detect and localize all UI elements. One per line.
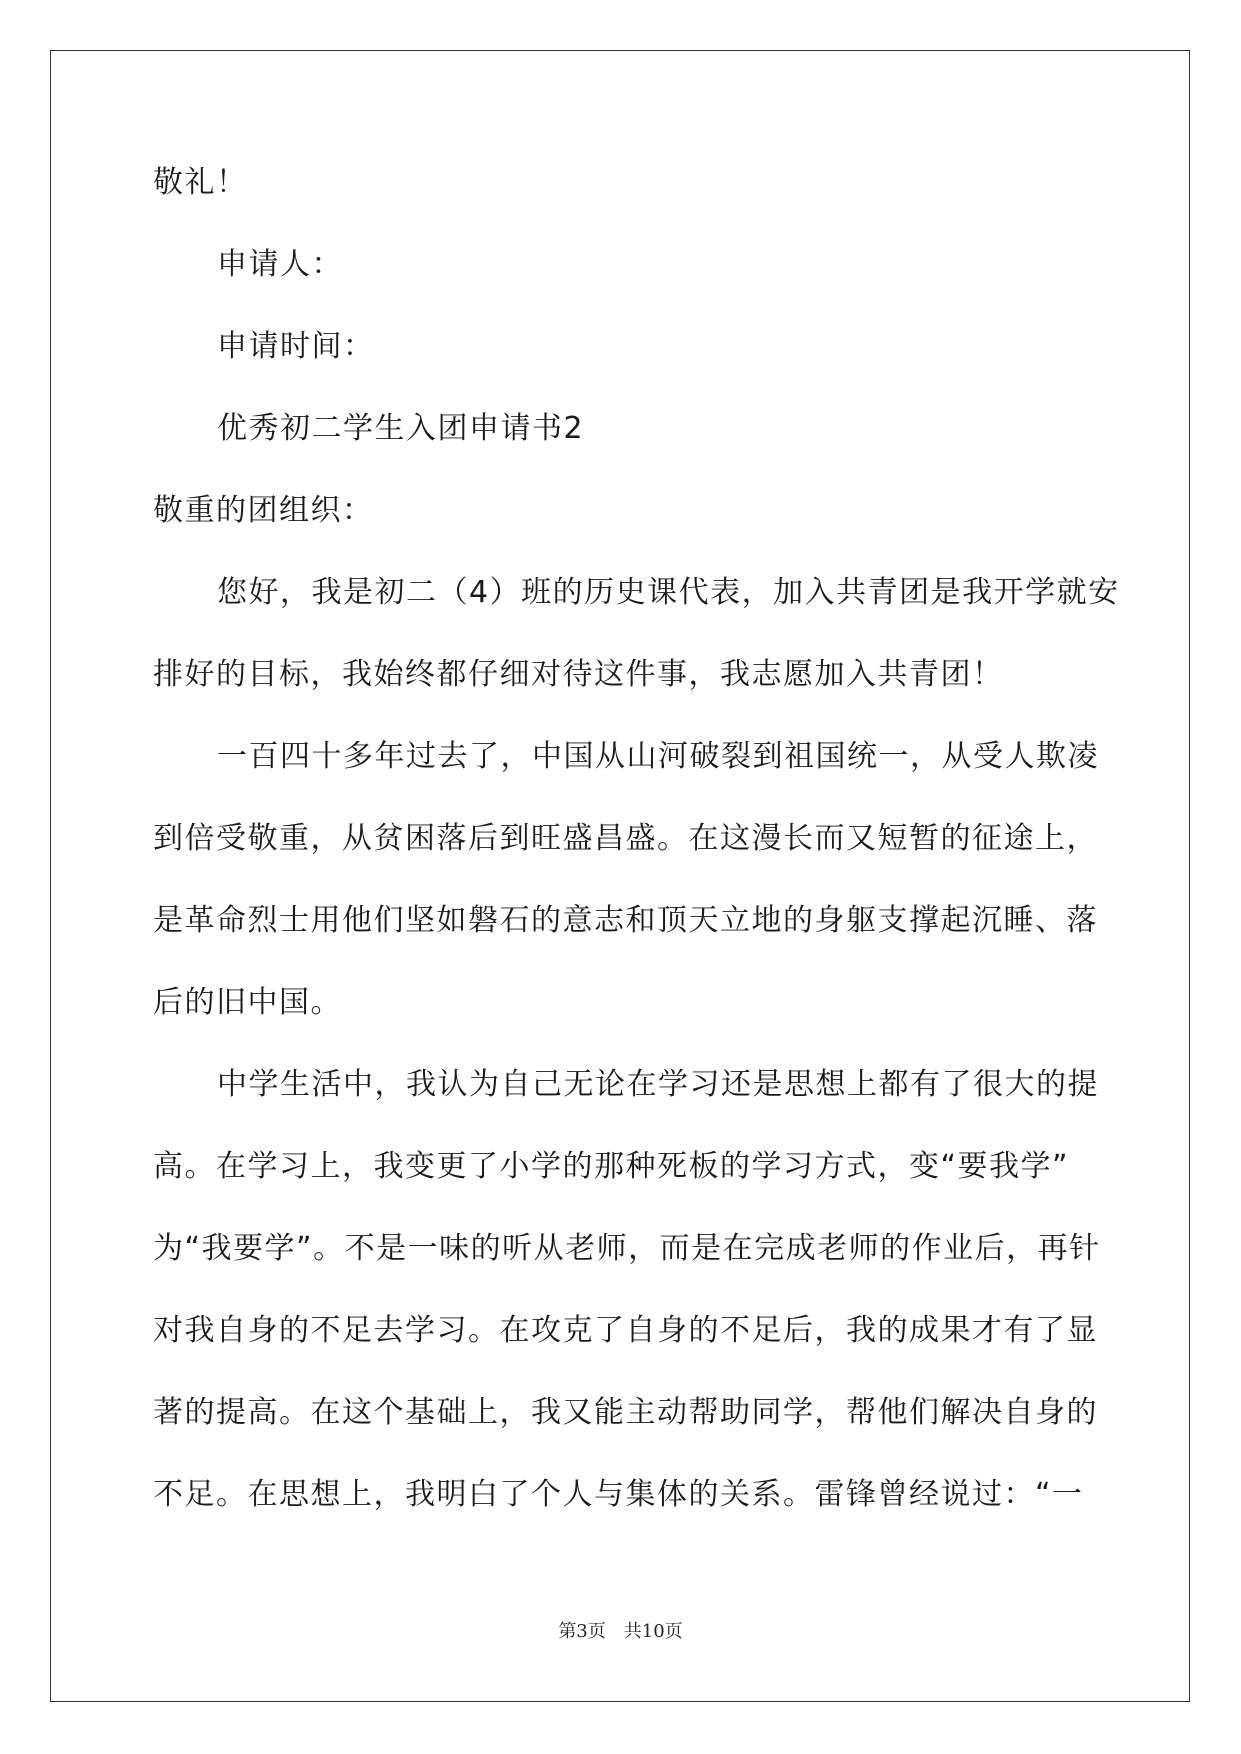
text-line: 著的提高。在这个基础上，我又能主动帮助同学，帮他们解决自身的 — [153, 1395, 1098, 1430]
text-line: 对我自身的不足去学习。在攻克了自身的不足后，我的成果才有了显 — [153, 1313, 1098, 1348]
text-line: 敬礼！ — [153, 165, 248, 200]
text-line: 到倍受敬重，从贫困落后到旺盛昌盛。在这漫长而又短暂的征途上， — [153, 821, 1098, 856]
text-line: 不足。在思想上，我明白了个人与集体的关系。雷锋曾经说过：“一 — [153, 1477, 1084, 1512]
text-line: 申请时间： — [217, 329, 375, 364]
text-line: 一百四十多年过去了，中国从山河破裂到祖国统一，从受人欺凌 — [217, 739, 1099, 774]
page-total: 共10页 — [623, 1621, 683, 1642]
salutation: 敬重的团组织： — [153, 493, 374, 528]
text-line: 后的旧中国。 — [153, 985, 342, 1020]
text-line: 申请人： — [217, 247, 343, 282]
text-line: 您好，我是初二（4）班的历史课代表，加入共青团是我开学就安 — [217, 575, 1120, 610]
text-line: 为“我要学”。不是一味的听从老师，而是在完成老师的作业后，再针 — [153, 1231, 1101, 1266]
page-footer — [0, 1617, 1241, 1643]
document-body — [153, 163, 1120, 1536]
text-line: 是革命烈士用他们坚如磐石的意志和顶天立地的身躯支撑起沉睡、落 — [153, 903, 1098, 938]
page-number: 第3页 — [558, 1621, 606, 1642]
text-line: 中学生活中，我认为自己无论在学习还是思想上都有了很大的提 — [217, 1067, 1099, 1102]
text-line: 排好的目标，我始终都仔细对待这件事，我志愿加入共青团！ — [153, 657, 1004, 692]
text-line: 高。在学习上，我变更了小学的那种死板的学习方式，变“要我学” — [153, 1149, 1070, 1184]
section-title: 优秀初二学生入团申请书2 — [217, 411, 585, 446]
